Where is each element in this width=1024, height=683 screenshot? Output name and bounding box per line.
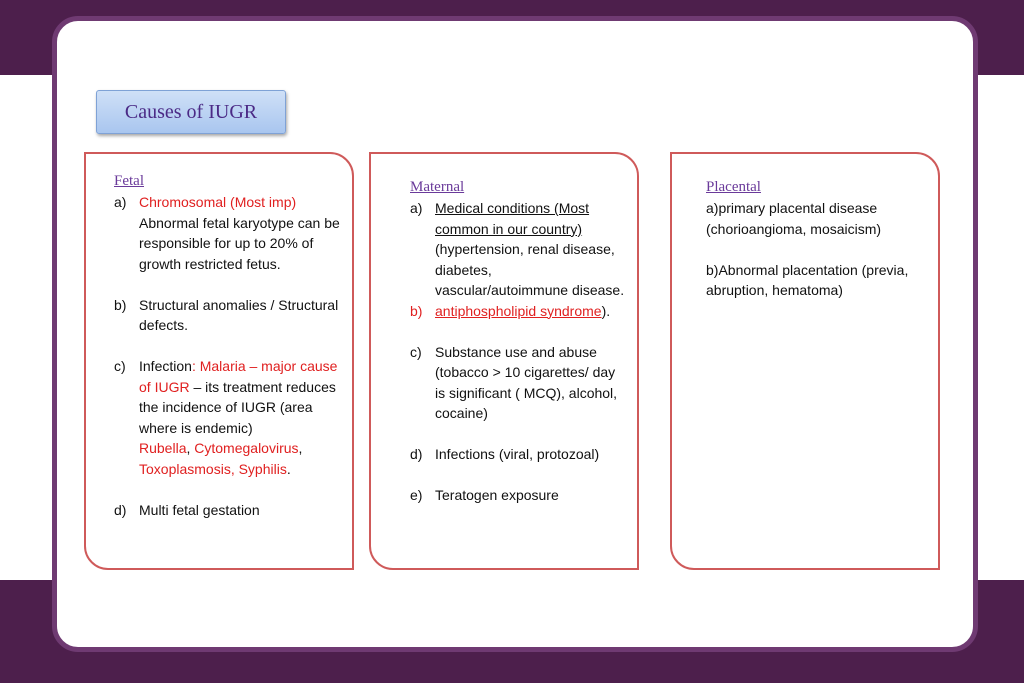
fetal-card <box>84 152 354 570</box>
item-label: a) <box>410 200 423 216</box>
malaria-treatment-text: – its treatment reduces the incidence of IUGR (area where is endemic) <box>139 378 336 436</box>
comma: , <box>298 440 303 456</box>
list-item <box>410 301 627 322</box>
infection-prefix: Infection <box>139 358 192 374</box>
list-item <box>114 192 340 274</box>
toxo-text: Toxoplasmosis, Syphilis <box>139 460 287 477</box>
list-item <box>410 444 627 465</box>
substance-text: Substance use and abuse (tobacco > 10 cigarettes/ day is significant ( MCQ), alcohol, cocaine) <box>435 343 618 421</box>
infection-colon: : <box>191 358 196 374</box>
list-item <box>114 500 340 521</box>
item-label: b) <box>114 296 127 313</box>
malaria-text: Malaria – major cause of IUGR <box>139 358 338 395</box>
list-item <box>410 485 627 506</box>
slide-title: Causes of IUGR <box>124 100 258 123</box>
maternal-list <box>410 198 627 506</box>
item-label: a) <box>114 194 127 210</box>
chromosomal-text: Chromosomal (Most imp) <box>139 194 297 210</box>
item-label: c) <box>410 343 422 360</box>
infections-text: Infections (viral, protozoal) <box>435 446 600 462</box>
list-item <box>410 198 627 301</box>
maternal-card <box>369 152 639 570</box>
list-item <box>114 295 340 336</box>
cmv-text: Cytomegalovirus <box>190 440 299 456</box>
structural-text: Structural anomalies / Structural defects. <box>139 296 339 333</box>
list-item <box>410 342 627 424</box>
title-box <box>96 90 286 134</box>
maternal-heading: Maternal <box>410 179 465 195</box>
item-label: c) <box>114 358 126 374</box>
fetal-list <box>114 192 340 520</box>
fetal-heading: Fetal <box>114 173 144 189</box>
placental-abnormal-text: b)Abnormal placentation (previa, abruption, hematoma) <box>706 261 909 298</box>
medical-conditions-text: Medical conditions (Most common in our country) <box>435 200 590 237</box>
item-label: b) <box>410 302 423 319</box>
placental-card <box>670 152 940 570</box>
item-label: d) <box>410 446 423 462</box>
rubella-text: Rubella <box>139 440 187 456</box>
comma: , <box>186 440 191 456</box>
multifetal-text: Multi fetal gestation <box>139 501 260 518</box>
placental-heading: Placental <box>706 179 761 195</box>
period: . <box>286 460 291 477</box>
karyotype-text: Abnormal fetal karyotype can be responsible for up to 20% of growth restricted fetus. <box>139 214 340 272</box>
list-item <box>114 356 340 479</box>
item-label: d) <box>114 501 127 518</box>
antiphospholipid-close: ). <box>601 302 611 319</box>
teratogen-text: Teratogen exposure <box>435 487 559 503</box>
item-label: e) <box>410 487 423 503</box>
antiphospholipid-text: antiphospholipid syndrome <box>435 302 602 319</box>
placental-primary-text: a)primary placental disease (chorioangioma, mosaicism) <box>706 200 882 237</box>
medical-conditions-detail: (hypertension, renal disease, diabetes, vascular/autoimmune disease. <box>435 241 625 298</box>
